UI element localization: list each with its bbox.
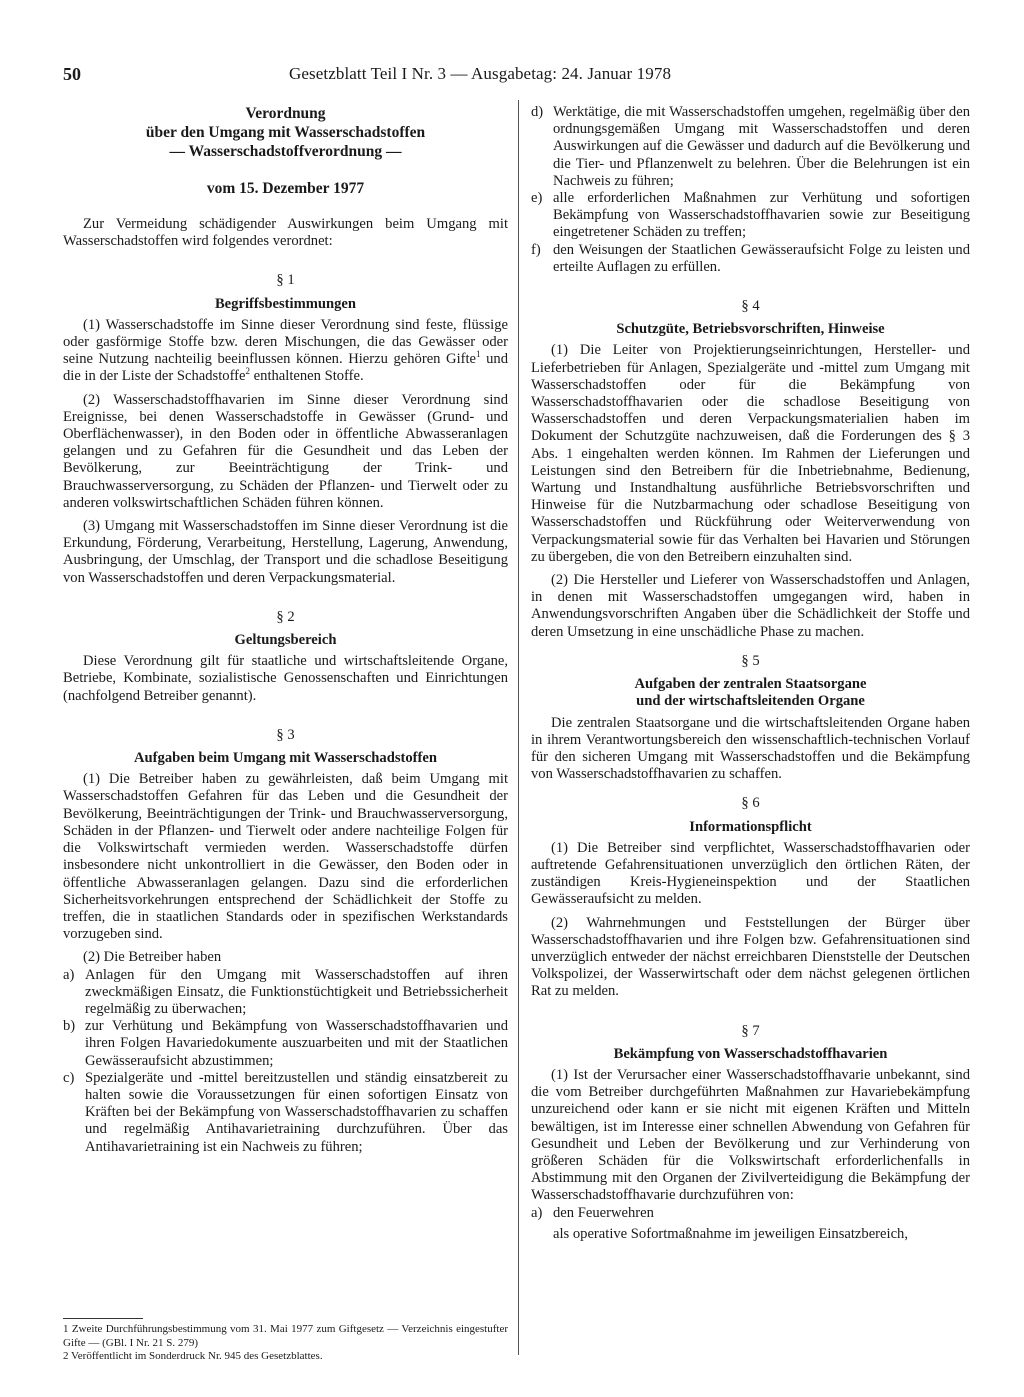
section-4-heading: Schutzgüte, Betriebsvorschriften, Hinweise (616, 321, 885, 338)
section-5-para-1: Die zentralen Staatsorgane und die wirtschaftsleitenden Organe haben in ihrem Verantwortungsbereich den wissenschaftlich-technischen Vorlauf für den sicheren Umgang mit Wasserschadstoffen und die Bekämpfung von Wasserschadstoffhavarien zu schaffen. (531, 714, 970, 783)
section-7-heading: Bekämpfung von Wasserschadstoffhavarien (613, 1045, 888, 1062)
section-1-heading: Begriffsbestimmungen (214, 295, 357, 312)
section-6-number: § 6 (741, 795, 760, 812)
section-4-number: § 4 (741, 298, 760, 315)
section-3-number: § 3 (276, 726, 295, 743)
footnote-1: 1 Zweite Durchführungsbestimmung vom 31. Mai 1977 zum Giftgesetz — Verzeichnis eingestufter Gifte — (GBl. I Nr. 21 S. 279) (63, 1323, 508, 1349)
section-3-para-1: (1) Die Betreiber haben zu gewährleisten, daß beim Umgang mit Wasserschadstoffen Gefahren für das Leben und die Gesundheit der Bevölkerung, Beeinträchtigungen der Trink- und Brauchwasserversorgung, Schäden in der Pflanzen- und Tierwelt oder andere nachteilige Folgen für die Volkswirtschaft vermieden werden. Wasserschadstoffe dürfen insbesondere nicht unkontrolliert in die Gewässer, den Boden oder in öffentliche Abwasseranlagen gelangen. Dazu sind die erforderlichen Sicherheitsvorkehrungen entsprechend der Schädlichkeit der Stoffe zu treffen, die in staatlichen Standards oder in spezifischen Werkstandards vorzugeben sind. (63, 771, 508, 943)
list-item-continuation: als operative Sofortmaßnahme im jeweiligen Einsatzbereich, (553, 1225, 908, 1242)
left-column (63, 104, 508, 1156)
footnote-ref-2: 2 (245, 366, 251, 377)
footnote-rule (63, 1318, 143, 1319)
ordinance-title-line2: über den Umgang mit Wasserschadstoffen (145, 124, 426, 141)
list-item: a) den Feuerwehren (531, 1204, 654, 1221)
section-6-para-1: (1) Die Betreiber sind verpflichtet, Wasserschadstoffhavarien oder auftretende Gefahrensituationen unverzüglich den örtlichen Räten, der zuständigen Kreis-Hygieneinspektion und der Staatlichen Gewässeraufsicht zu melden. (531, 839, 970, 908)
list-item: f) den Weisungen der Staatlichen Gewässeraufsicht Folge zu leisten und erteilte Auflagen zu erfüllen. (531, 241, 970, 275)
page-number: 50 (63, 64, 81, 84)
section-3-para-2: (2) Die Betreiber haben (83, 949, 222, 966)
section-4-para-2: (2) Die Hersteller und Lieferer von Wasserschadstoffen und Anlagen, in denen mit Wasserschadstoffen umgegangen wird, haben in Anwendungsvorschriften Angaben über die Schädlichkeit der Stoffe und deren Umsetzung in eine unschädliche Phase zu machen. (531, 572, 970, 640)
right-column (531, 104, 970, 1243)
ordinance-title-line1: Verordnung (245, 105, 326, 122)
section-6-para-2: (2) Wahrnehmungen und Feststellungen der Bürger über Wasserschadstoffhavarien und ihre Folgen bzw. Gefahrensituationen sind unverzüglich entweder der nächst erreichbaren Dienststelle der Deutschen Volkspolizei, der Wasserwirtschaft oder dem nächst gelegenen örtlichen Rat zu melden. (531, 914, 970, 1000)
section-2-para-1: Diese Verordnung gilt für staatliche und wirtschaftsleitende Organe, Betriebe, Kombinate, sozialistische Genossenschaften und Einrichtungen (nachfolgend Betreiber genannt). (63, 653, 508, 704)
list-item: e) alle erforderlichen Maßnahmen zur Verhütung und sofortigen Bekämpfung von Wasserschadstoffhavarien sowie zur Beseitigung eingetretener Schäden zu treffen; (531, 190, 970, 241)
section-7-number: § 7 (741, 1022, 760, 1039)
footnotes (63, 1318, 508, 1364)
column-divider (518, 100, 519, 1355)
section-5-heading-line1: Aufgaben der zentralen Staatsorgane (634, 676, 867, 693)
section-1-number: § 1 (276, 272, 295, 289)
section-6-heading: Informationspflicht (689, 818, 812, 835)
list-item: a) Anlagen für den Umgang mit Wasserschadstoffen auf ihren zweckmäßigen Einsatz, die Funktionstüchtigkeit und Betriebssicherheit regelmäßig zu überwachen; (63, 966, 508, 1017)
section-2-heading: Geltungsbereich (234, 632, 337, 649)
ordinance-date: vom 15. Dezember 1977 (206, 180, 365, 197)
footnote-2: 2 Veröffentlicht im Sonderdruck Nr. 945 des Gesetzblattes. (63, 1350, 323, 1362)
ordinance-title-line3: — Wasserschadstoffverordnung — (169, 143, 402, 160)
section-5-heading-line2: und der wirtschaftsleitenden Organe (636, 693, 865, 710)
section-1-para-2: (2) Wasserschadstoffhavarien im Sinne dieser Verordnung sind Ereignisse, bei denen Wasserschadstoffe in Gewässer (Grund- und Oberflächenwasser), in den Boden oder in öffentliche Abwasseranlagen gelangen und zu Gefahren für die Gesundheit und das Leben der Bevölkerung, zur Beeinträchtigung der Trink- und Brauchwasserversorgung, zu Schäden der Pflanzen- und Tierwelt oder zu anderen volkswirtschaftlichen Schäden führen können. (63, 391, 508, 511)
section-2-number: § 2 (276, 608, 295, 625)
list-item: d) Werktätige, die mit Wasserschadstoffen umgehen, regelmäßig über den ordnungsgemäßen Umgang mit Wasserschadstoffen und deren Auswirkungen auf die Gewässer und dadurch auf die Bevölkerung und die Tier- und Pflanzenwelt zu belehren. Über die Belehrungen ist ein Nachweis zu führen; (531, 104, 970, 189)
section-7-para-1: (1) Ist der Verursacher einer Wasserschadstoffhavarie unbekannt, sind die vom Betreiber durchgeführten Maßnahmen zur Havariebekämpfung unzureichend oder kann er sie nicht mit eigenen Kräften und Mitteln bewältigen, ist im Interesse einer schnellen Abwendung von Gefahren für Gesundheit und Leben der Bevölkerung und zur Verhinderung von größeren Schäden für die Volkswirtschaft erforderlichenfalls in Abstimmung mit den Organen der Zivilverteidigung die Bekämpfung der Wasserschadstoffhavarie durchzuführen von: (531, 1066, 970, 1204)
section-1-para-3: (3) Umgang mit Wasserschadstoffen im Sinne dieser Verordnung ist die Erkundung, Förderung, Verarbeitung, Herstellung, Lagerung, Anwendung, Ausbringung, der Umschlag, der Transport und die schadlose Beseitigung von Wasserschadstoffen und deren Verpackungsmaterial. (63, 518, 508, 586)
footnote-ref-1: 1 (476, 349, 481, 360)
section-4-para-1: (1) Die Leiter von Projektierungseinrichtungen, Hersteller- und Lieferbetrieben für Anlagen, Spezialgeräte und -mittel zum Umgang mit Wasserschadstoffen oder für die Bekämpfung von Wasserschadstoffhavarien oder die schadlose Beseitigung von Wasserschadstoffen und deren Verpackungsmaterialien haben im Dokument der Schutzgüte nachzuweisen, daß die Forderungen des § 3 Abs. 1 eingehalten werden können. Im Rahmen der Lieferungen und Leistungen sind den Betreibern für die Inbetriebnahme, Bedienung, Wartung und Instandhaltung ausführliche Betriebsvorschriften und Hinweise für die Nutzbarmachung oder schadlose Beseitigung von Wasserschadstoffen und Rückführung oder Weiterverwendung von Verpackungsmaterial sowie für das Verhalten bei Havarien und Störungen zu übergeben, die von den Betreibern einzuhalten sind. (531, 342, 970, 565)
section-1-para-1: (1) Wasserschadstoffe im Sinne dieser Verordnung sind feste, flüssige oder gasförmige Stoffe bzw. deren Mischungen, die das Gewässer oder seine Nutzung nachteilig beeinflussen können. Hierzu gehören Gifte$^1$ und die in der Liste der Schadstoffe$^2$ enthaltenen Stoffe. (63, 316, 508, 385)
running-title: Gesetzblatt Teil I Nr. 3 — Ausgabetag: 24. Januar 1978 (289, 64, 672, 83)
list-item: b) zur Verhütung und Bekämpfung von Wasserschadstoffhavarien und ihren Folgen Havariedokumente auszuarbeiten und mit der Staatlichen Gewässeraufsicht abzustimmen; (63, 1018, 508, 1069)
section-3-heading: Aufgaben beim Umgang mit Wasserschadstoffen (134, 750, 437, 767)
list-item: c) Spezialgeräte und -mittel bereitzustellen und ständig einsatzbereit zu halten sowie die Voraussetzungen für einen sofortigen Einsatz von Kräften bei der Bekämpfung von Wasserschadstoffhavarien zu schaffen und regelmäßig Antihavarietraining durchzuführen. Über das Antihavarietraining ist ein Nachweis zu führen; (63, 1069, 508, 1155)
section-5-number: § 5 (741, 652, 760, 669)
page-header (63, 64, 963, 92)
preamble: Zur Vermeidung schädigender Auswirkungen beim Umgang mit Wasserschadstoffen wird folgendes verordnet: (63, 216, 508, 250)
